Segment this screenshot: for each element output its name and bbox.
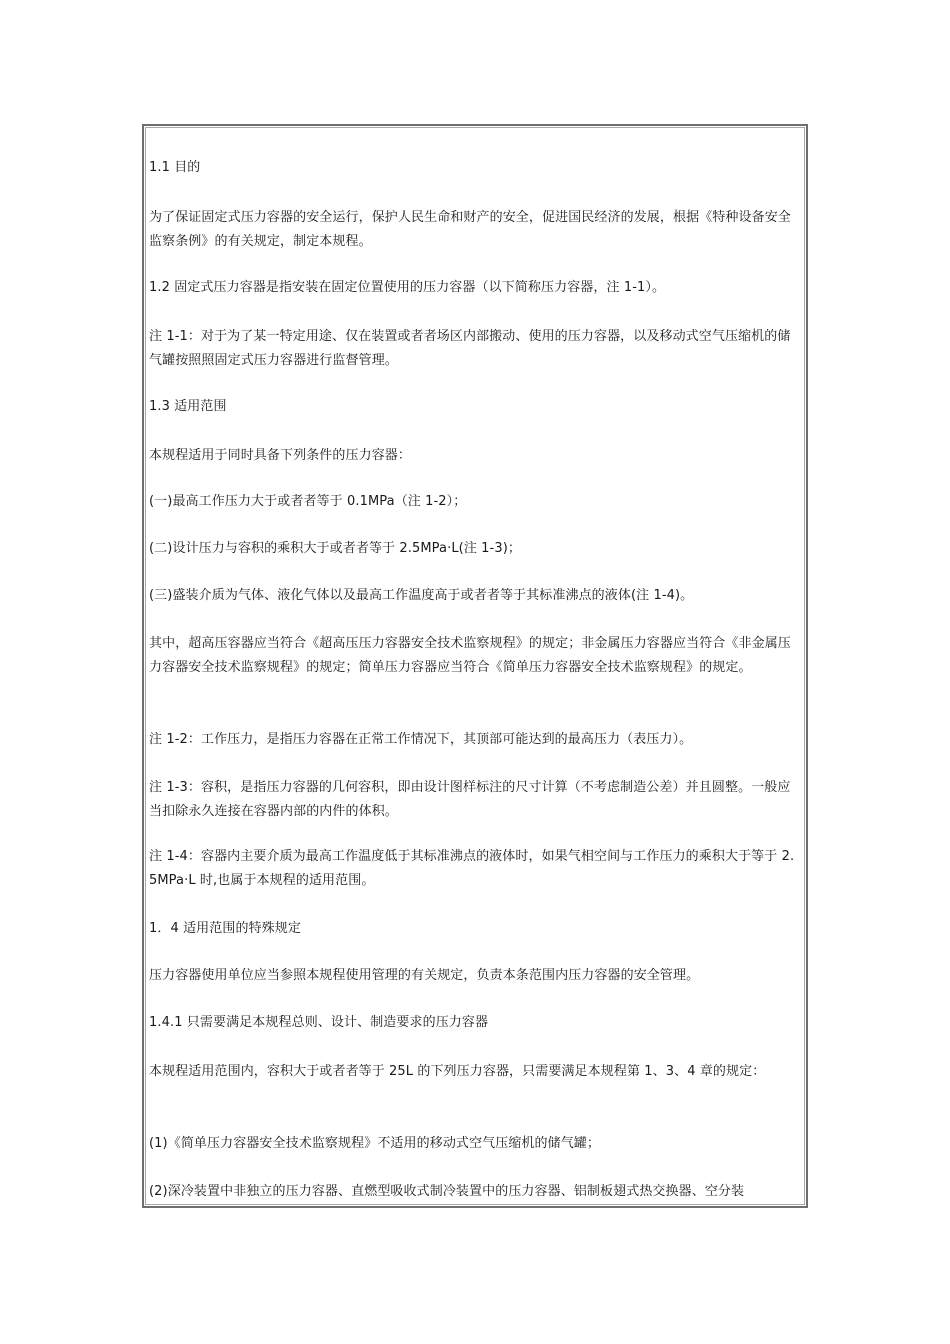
paragraph-1-4-1-intro: 本规程适用范围内，容积大于或者者等于 25L 的下列压力容器，只需要满足本规程第 1、3、4 章的规定： (149, 1064, 766, 1079)
condition-2: (二)设计压力与容积的乘积大于或者者等于 2.5MPa·L(注 1-3)； (149, 541, 521, 556)
section-heading-1-4-1: 1.4.1 只需要满足本规程总则、设计、制造要求的压力容器 (149, 1015, 489, 1030)
note-1-2: 注 1-2：工作压力，是指压力容器在正常工作情况下，其顶部可能达到的最高压力（表压力）。 (149, 732, 693, 747)
condition-1: (一)最高工作压力大于或者者等于 0.1MPa（注 1-2）； (149, 494, 467, 509)
note-1-1: 注 1-1：对于为了某一特定用途、仅在装置或者者场区内部搬动、使用的压力容器，以及移动式空气压缩机的储气罐按照照固定式压力容器进行监督管理。 (149, 329, 791, 368)
paragraph-user-management: 压力容器使用单位应当参照本规程使用管理的有关规定，负责本条范围内压力容器的安全管理。 (149, 968, 700, 983)
document-inner-border (145, 127, 805, 1205)
note-1-4: 注 1-4：容器内主要介质为最高工作温度低于其标准沸点的液体时，如果气相空间与工作压力的乘积大于等于 2.5MPa·L 时,也属于本规程的适用范围。 (149, 849, 795, 888)
note-1-3: 注 1-3：容积，是指压力容器的几何容积，即由设计图样标注的尺寸计算（不考虑制造公差）并且圆整。一般应当扣除永久连接在容器内部的内件的体积。 (149, 780, 791, 819)
section-heading-1-1: 1.1 目的 (149, 160, 201, 175)
section-heading-1-2: 1.2 固定式压力容器是指安装在固定位置使用的压力容器（以下简称压力容器，注 1-1）。 (149, 280, 666, 295)
list-item-2: (2)深冷装置中非独立的压力容器、直燃型吸收式制冷装置中的压力容器、铝制板翅式热交换器、空分装 (149, 1184, 745, 1199)
section-heading-1-4: 1．4 适用范围的特殊规定 (149, 921, 301, 936)
document-frame (142, 124, 808, 1208)
paragraph-other-standards: 其中，超高压容器应当符合《超高压压力容器安全技术监察规程》的规定；非金属压力容器应当符合《非金属压力容器安全技术监察规程》的规定；简单压力容器应当符合《简单压力容器安全技术监察规程》的规定。 (149, 636, 791, 675)
paragraph-purpose: 为了保证固定式压力容器的安全运行，保护人民生命和财产的安全，促进国民经济的发展，根据《特种设备安全监察条例》的有关规定，制定本规程。 (149, 210, 791, 249)
condition-3: (三)盛装介质为气体、液化气体以及最高工作温度高于或者者等于其标准沸点的液体(注 1-4)。 (149, 588, 694, 603)
list-item-1: (1)《简单压力容器安全技术监察规程》不适用的移动式空气压缩机的储气罐； (149, 1136, 601, 1151)
paragraph-scope-intro: 本规程适用于同时具备下列条件的压力容器： (149, 448, 412, 463)
section-heading-1-3: 1.3 适用范围 (149, 399, 227, 414)
